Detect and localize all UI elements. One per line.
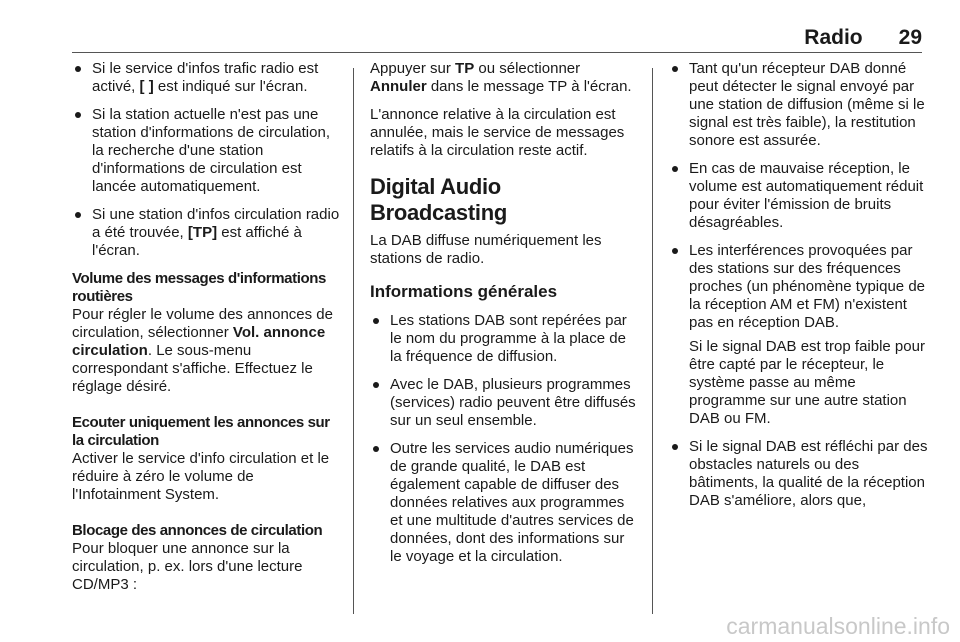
- list-item-bold: [TP]: [187, 224, 218, 241]
- watermark: carmanualsonline.info: [726, 613, 950, 639]
- section-heading: Ecouter uniquement les annonces sur la circulation: [72, 414, 330, 449]
- header-rule: [72, 52, 922, 53]
- list-item-text: Les interférences provoquées par des stations sur des fréquences proches (un phénomène typique de la réception AM et FM) n'existent pas en réception DAB.: [689, 242, 926, 331]
- list-item-subparagraph: Si le signal DAB est trop faible pour être capté par le récepteur, le système passe au même programme sur une autre station DAB ou FM.: [689, 338, 925, 427]
- list-item: En cas de mauvaise réception, le volume est automatiquement réduit pour éviter l'émission de bruits désagréables.: [669, 160, 931, 232]
- list-item-bold: [ ]: [139, 78, 154, 95]
- paragraph-text: . Le sous-menu correspondant s'affiche. Effectuez le réglage désiré.: [72, 342, 313, 395]
- list-item: Les stations DAB sont repérées par le nom du programme à la place de la fréquence de diffusion.: [370, 312, 638, 366]
- bullet-list: [72, 60, 340, 260]
- paragraph-text: Pour régler le volume des annonces de circulation, sélectionner: [72, 306, 333, 341]
- subsection-title: Informations générales: [370, 282, 558, 301]
- column-3: [669, 60, 931, 520]
- paragraph-text: ou sélectionner: [474, 60, 581, 77]
- column-divider: [652, 68, 653, 614]
- paragraph: L'annonce relative à la circulation est annulée, mais le service de messages relatifs à la circulation reste actif.: [370, 106, 625, 159]
- list-item: Tant qu'un récepteur DAB donné peut détecter le signal envoyé par une station de diffusion (même si le signal est très faible), la restitution sonore est assurée.: [669, 60, 931, 150]
- column-divider: [353, 68, 354, 614]
- section-title: Digital Audio Broadcasting: [370, 174, 507, 225]
- paragraph-text: dans le message TP à l'écran.: [426, 78, 632, 95]
- page-number: 29: [898, 26, 922, 49]
- list-item: Avec le DAB, plusieurs programmes (services) radio peuvent être diffusés sur un seul ensemble.: [370, 376, 638, 430]
- bullet-list: [669, 60, 931, 510]
- paragraph: Pour bloquer une annonce sur la circulation, p. ex. lors d'une lecture CD/MP3 :: [72, 540, 303, 593]
- list-item: [72, 206, 340, 260]
- column-1: [72, 60, 340, 604]
- paragraph: [370, 60, 638, 96]
- paragraph: Activer le service d'info circulation et le réduire à zéro le volume de l'Infotainment System.: [72, 450, 330, 503]
- list-item: Outre les services audio numériques de grande qualité, le DAB est également capable de diffuser des données relatives aux programmes et une multitude d'autres services de données, dont des informations sur le voyage et la circulation.: [370, 440, 638, 566]
- button-reference: TP: [455, 60, 475, 77]
- button-reference: Annuler: [370, 78, 427, 95]
- list-item: [669, 242, 931, 428]
- page-header: [804, 26, 922, 50]
- list-item: [72, 60, 340, 96]
- bullet-list: [370, 312, 638, 566]
- list-item-text: est affiché à l'écran.: [92, 224, 302, 259]
- list-item-text: Si le service d'infos trafic radio est activé,: [92, 60, 319, 95]
- section-heading: Blocage des annonces de circulation: [72, 522, 323, 539]
- list-item-text: est indiqué sur l'écran.: [153, 78, 308, 95]
- list-item: Si la station actuelle n'est pas une station d'informations de circulation, la recherche d'une station d'informations de circulation est lancée automatiquement.: [72, 106, 340, 196]
- paragraph: La DAB diffuse numériquement les stations de radio.: [370, 232, 602, 267]
- section-heading: Volume des messages d'informations routières: [72, 270, 326, 305]
- paragraph-text: Appuyer sur: [370, 60, 456, 77]
- column-2: [370, 60, 638, 576]
- paragraph: [72, 306, 340, 396]
- page-title: Radio: [804, 26, 863, 49]
- menu-reference: Vol. annonce circulation: [72, 324, 326, 359]
- list-item-text: Si une station d'infos circulation radio a été trouvée,: [92, 206, 340, 241]
- list-item: Si le signal DAB est réfléchi par des obstacles naturels ou des bâtiments, la qualité de la réception DAB s'améliore, alors que,: [669, 438, 931, 510]
